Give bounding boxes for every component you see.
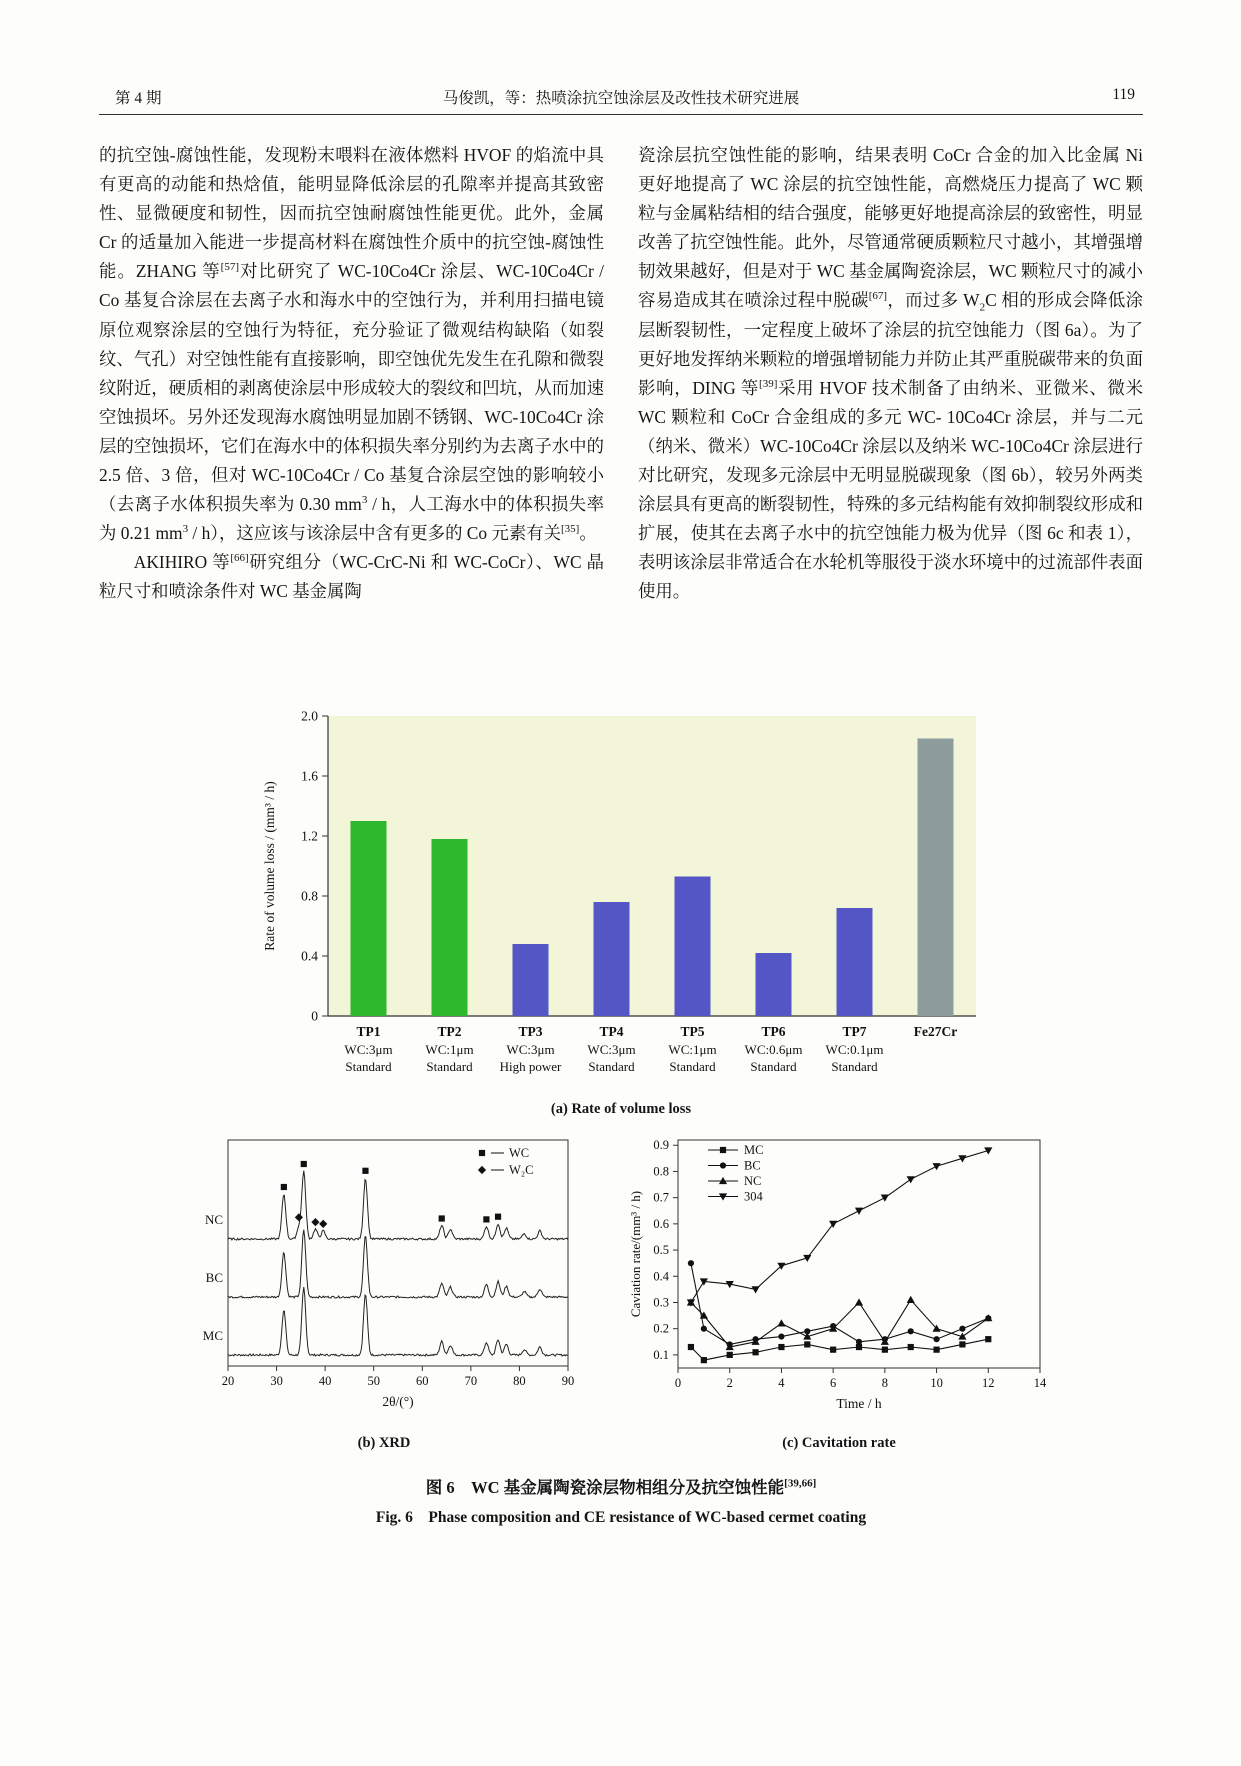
svg-text:WC:3μm: WC:3μm [506, 1042, 555, 1057]
svg-text:20: 20 [221, 1374, 235, 1388]
svg-text:0: 0 [674, 1376, 682, 1390]
svg-text:1.2: 1.2 [301, 828, 318, 844]
svg-text:WC:3μm: WC:3μm [587, 1042, 636, 1057]
xrd-chart-block [188, 1130, 580, 1452]
svg-text:8: 8 [881, 1376, 888, 1390]
figure-caption-zh: 图 6 WC 基金属陶瓷涂层物相组分及抗空蚀性能[39,66] [425, 1477, 817, 1497]
svg-text:70: 70 [464, 1374, 478, 1388]
svg-text:Time / h: Time / h [836, 1396, 882, 1411]
svg-text:TP2: TP2 [437, 1024, 462, 1039]
svg-text:Rate of volume loss / (mm³ / h: Rate of volume loss / (mm³ / h) [262, 781, 277, 951]
svg-text:NC: NC [744, 1174, 762, 1188]
svg-text:High power: High power [499, 1059, 562, 1074]
svg-text:10: 10 [930, 1376, 943, 1390]
cavitation-chart-block [624, 1130, 1054, 1452]
paragraph: 瓷涂层抗空蚀性能的影响，结果表明 CoCr 合金的加入比金属 Ni 更好地提高了 WC 涂层的抗空蚀性能，高燃烧压力提高了 WC 颗粒与金属粘结相的结合强度，能够更好地提高涂层的致密性，明显改善了抗空蚀性能。此外，尽管通常硬质颗粒尺寸越小，其增强增韧效果越好，但是对于 WC 基金属陶瓷涂层，WC 颗粒尺寸的减小容易造成其在喷涂过程中脱碳[67]，而过多 $W_2C$ 相的形成会降低涂层断裂韧性，一定程度上破坏了涂层的抗空蚀能力（图 6a）。为了更好地发挥纳米颗粒的增强增韧能力并防止其严重脱碳带来的负面影响，DING 等[39]采用 HVOF 技术制备了由纳米、亚微米、微米 WC 颗粒和 CoCr 合金组成的多元 WC- 10Co4Cr 涂层，并与二元（纳米、微米）WC-10Co4Cr 涂层以及纳米 WC-10Co4Cr 涂层进行对比研究，发现多元涂层中无明显脱碳现象（图 6b），较另外两类涂层具有更高的断裂韧性，特殊的多元结构能有效抑制裂纹形成和扩展，使其在去离子水中的抗空蚀能力极为优异（图 6c 和表 1），表明该涂层非常适合在水轮机等服役于淡水环境中的过流部件表面使用。 [638, 145, 1144, 602]
svg-text:12: 12 [982, 1376, 995, 1390]
svg-text:NC: NC [204, 1212, 223, 1227]
bar-chart-svg [256, 702, 986, 1094]
body-columns [99, 141, 1143, 607]
svg-text:Standard: Standard [345, 1059, 392, 1074]
svg-text:Standard: Standard [588, 1059, 635, 1074]
svg-text:90: 90 [561, 1374, 575, 1388]
svg-text:0.5: 0.5 [653, 1243, 669, 1258]
page-number: 119 [1112, 86, 1135, 103]
svg-text:2: 2 [726, 1376, 733, 1390]
figure-caption-en: Fig. 6 Phase composition and CE resistance of WC-based cermet coating [375, 1509, 867, 1526]
svg-text:WC: WC [509, 1146, 530, 1160]
svg-text:0: 0 [311, 1008, 318, 1024]
xrd-chart-svg [188, 1130, 580, 1428]
subcaption-a: (a) Rate of volume loss [550, 1101, 692, 1117]
svg-text:MC: MC [744, 1143, 764, 1157]
svg-text:0.4: 0.4 [301, 948, 318, 964]
svg-text:0.8: 0.8 [653, 1164, 669, 1179]
xrd-chart [188, 1130, 580, 1433]
svg-text:40: 40 [318, 1374, 332, 1388]
svg-text:0.6: 0.6 [653, 1216, 669, 1231]
svg-text:50: 50 [367, 1374, 380, 1388]
svg-text:0.8: 0.8 [301, 888, 318, 904]
cavitation-rate-chart [624, 1130, 1054, 1433]
svg-text:MC: MC [202, 1328, 223, 1343]
svg-text:TP1: TP1 [356, 1024, 381, 1039]
subcaption-c: (c) Cavitation rate [782, 1435, 896, 1451]
svg-text:2.0: 2.0 [301, 708, 318, 724]
subcharts-row [99, 1130, 1143, 1452]
svg-text:WC:0.6μm: WC:0.6μm [744, 1042, 803, 1057]
subcaption-b: (b) XRD [357, 1435, 411, 1451]
svg-text:80: 80 [513, 1374, 526, 1388]
svg-text:BC: BC [744, 1158, 761, 1173]
svg-text:Standard: Standard [426, 1059, 473, 1074]
bar-chart-rate-of-volume-loss [256, 702, 986, 1099]
svg-text:0.7: 0.7 [653, 1190, 669, 1205]
svg-text:30: 30 [270, 1374, 283, 1388]
svg-text:0.4: 0.4 [653, 1269, 669, 1284]
svg-text:Standard: Standard [669, 1059, 716, 1074]
left-column [99, 141, 604, 607]
svg-text:TP5: TP5 [680, 1024, 705, 1039]
svg-text:TP6: TP6 [761, 1024, 786, 1039]
right-column [638, 141, 1143, 607]
svg-text:TP7: TP7 [842, 1024, 867, 1039]
svg-text:Caviation rate/(mm³ / h): Caviation rate/(mm³ / h) [628, 1190, 643, 1318]
svg-text:Standard: Standard [831, 1059, 878, 1074]
svg-text:304: 304 [744, 1189, 763, 1204]
svg-text:Fe27Cr: Fe27Cr [913, 1024, 958, 1039]
svg-text:4: 4 [778, 1376, 785, 1390]
svg-text:TP4: TP4 [599, 1024, 624, 1039]
paragraph: 的抗空蚀-腐蚀性能，发现粉末喂料在液体燃料 HVOF 的焰流中具有更高的动能和热焓值，能明显降低涂层的孔隙率并提高其致密性、显微硬度和韧性，因而抗空蚀耐腐蚀性能更优。此外，金属 Cr 的适量加入能进一步提高材料在腐蚀性介质中的抗空蚀-腐蚀性能。ZHANG 等[57]对比研究了 WC-10Co4Cr 涂层、WC-10Co4Cr / Co 基复合涂层在去离子水和海水中的空蚀行为，并利用扫描电镜原位观察涂层的空蚀行为特征，充分验证了微观结构缺陷（如裂纹、气孔）对空蚀性能有直接影响，即空蚀优先发生在孔隙和微裂纹附近，硬质相的剥离使涂层中形成较大的裂纹和凹坑，从而加速空蚀损坏。另外还发现海水腐蚀明显加剧不锈钢、WC-10Co4Cr 涂层的空蚀损坏，它们在海水中的体积损失率分别约为去离子水中的 2.5 倍、3 倍，但对 WC-10Co4Cr / Co 基复合涂层空蚀的影响较小（去离子水体积损失率为 0.30 $mm^3$ / h，人工海水中的体积损失率为 0.21 $mm^3 / h$），这应该与该涂层中含有更多的 Co 元素有关[35]。 [99, 145, 604, 544]
svg-text:60: 60 [416, 1374, 429, 1388]
svg-text:1.6: 1.6 [301, 768, 318, 784]
svg-text:WC:3μm: WC:3μm [344, 1042, 393, 1057]
svg-text:6: 6 [830, 1376, 837, 1390]
page-header [99, 84, 1143, 115]
svg-text:0.2: 0.2 [653, 1321, 669, 1336]
paragraph: AKIHIRO 等[66]研究组分（WC-CrC-Ni 和 WC-CoCr）、WC 晶粒尺寸和喷涂条件对 WC 基金属陶 [99, 552, 605, 602]
line-chart-svg [624, 1130, 1054, 1428]
svg-text:WC:0.1μm: WC:0.1μm [825, 1042, 884, 1057]
svg-text:0.3: 0.3 [653, 1295, 669, 1310]
svg-text:W₂C: W₂C [509, 1163, 534, 1177]
figure-6 [99, 702, 1143, 1527]
svg-text:0.9: 0.9 [653, 1138, 669, 1153]
svg-text:2θ/(°): 2θ/(°) [382, 1394, 414, 1409]
svg-text:0.1: 0.1 [653, 1347, 669, 1362]
svg-text:14: 14 [1033, 1376, 1047, 1390]
svg-text:Standard: Standard [750, 1059, 797, 1074]
journal-issue: 第 4 期 [115, 90, 162, 107]
svg-text:BC: BC [205, 1270, 223, 1285]
running-title: 马俊凯，等：热喷涂抗空蚀涂层及改性技术研究进展 [442, 90, 800, 107]
svg-text:TP3: TP3 [518, 1024, 543, 1039]
svg-text:WC:1μm: WC:1μm [668, 1042, 717, 1057]
svg-text:WC:1μm: WC:1μm [425, 1042, 474, 1057]
